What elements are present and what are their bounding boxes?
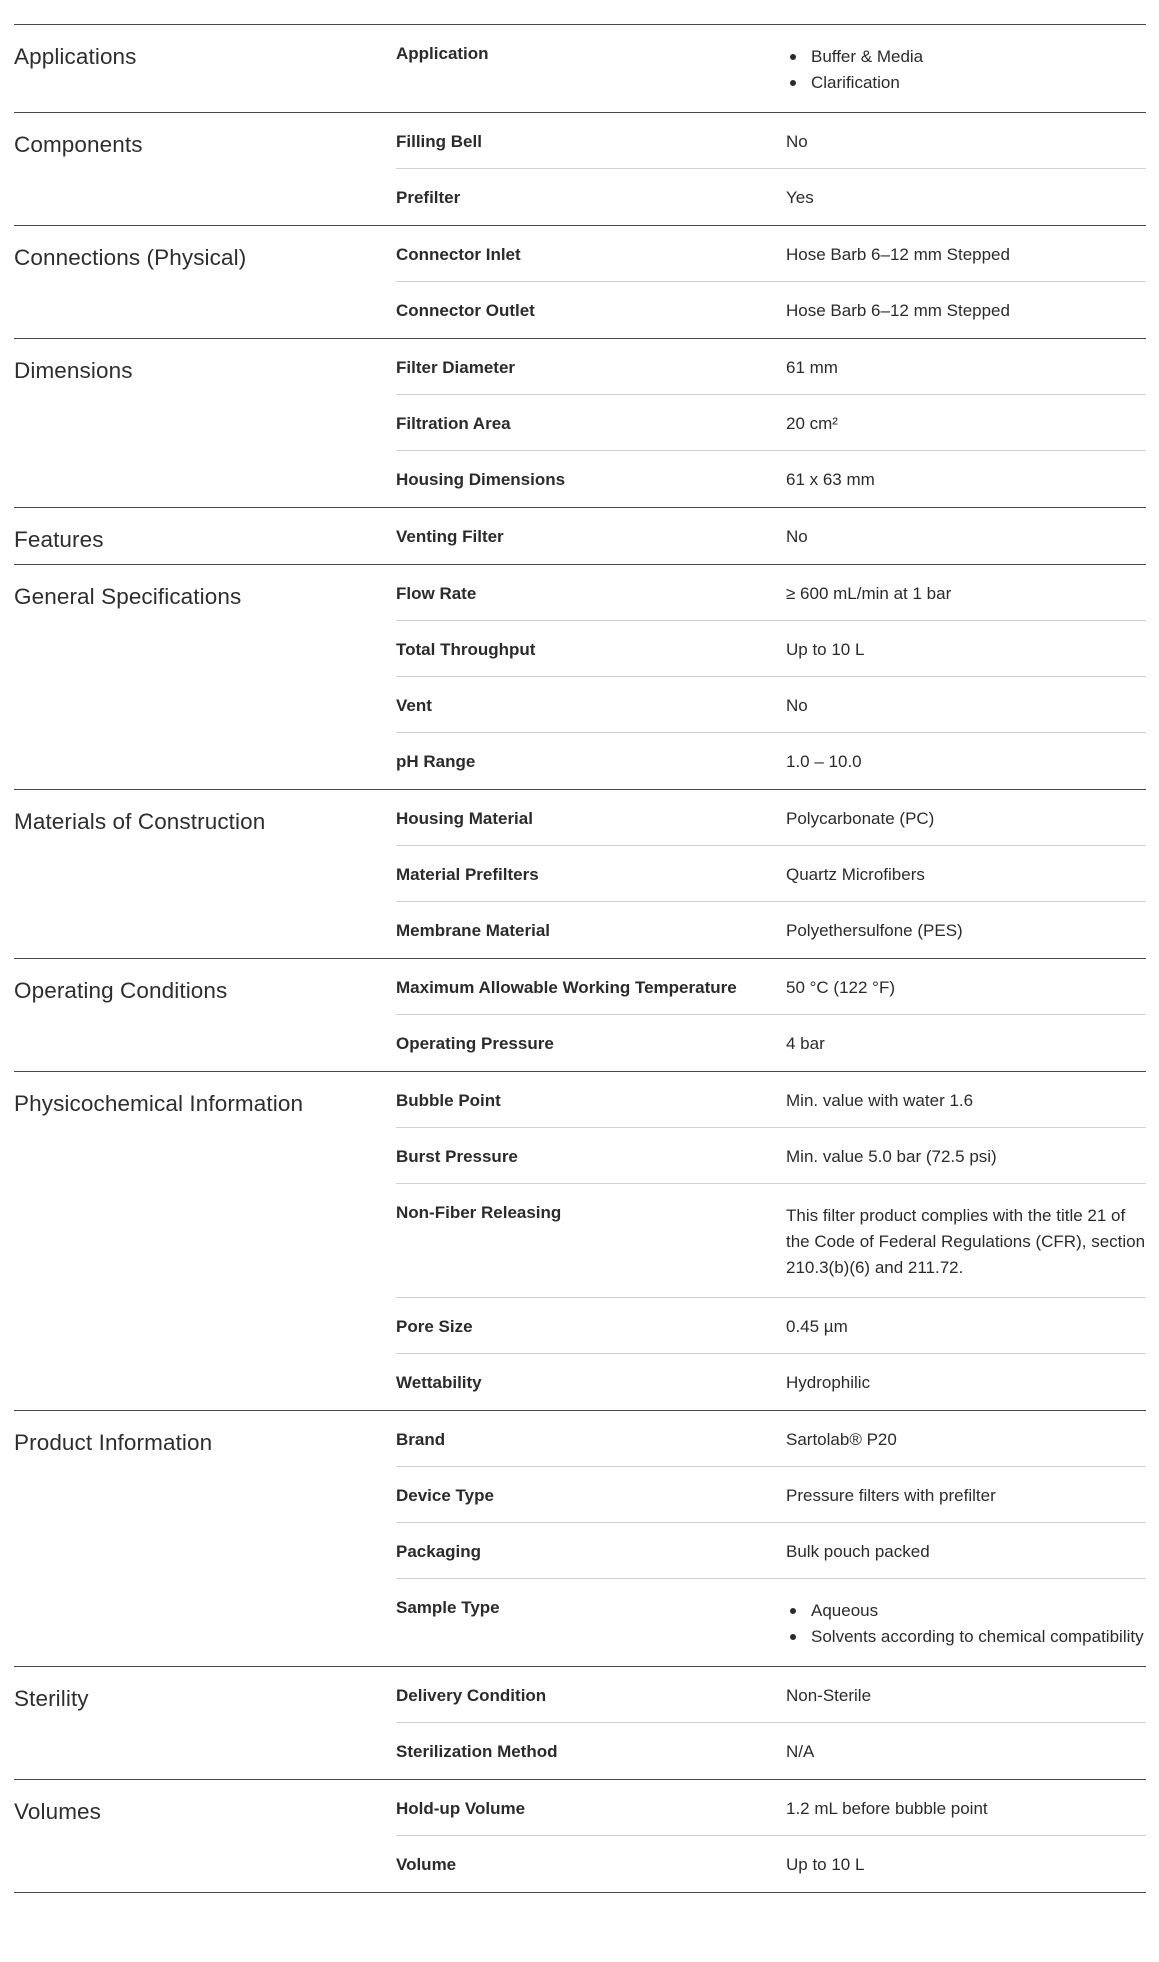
spec-value: Polyethersulfone (PES)	[786, 921, 963, 940]
spec-value: Min. value with water 1.6	[786, 1091, 974, 1110]
spec-label: Material Prefilters	[396, 865, 539, 884]
spec-label: pH Range	[396, 752, 476, 771]
spec-row	[396, 677, 1146, 733]
spec-section	[14, 1411, 1146, 1667]
spec-row	[396, 1411, 1146, 1467]
spec-label: Housing Material	[396, 809, 533, 828]
spec-value: 1.2 mL before bubble point	[786, 1799, 988, 1818]
section-title: Sterility	[14, 1686, 89, 1711]
spec-row	[396, 1354, 1146, 1410]
bullet-item: Buffer & Media	[786, 44, 1146, 70]
spec-value: Pressure filters with prefilter	[786, 1486, 996, 1505]
spec-row	[396, 339, 1146, 395]
spec-row	[396, 1298, 1146, 1354]
section-title: Operating Conditions	[14, 978, 228, 1003]
spec-row	[396, 565, 1146, 621]
spec-row	[396, 25, 1146, 112]
section-title: Connections (Physical)	[14, 245, 247, 270]
spec-section	[14, 790, 1146, 959]
spec-value	[786, 1579, 1146, 1666]
spec-section	[14, 565, 1146, 790]
spec-row	[396, 508, 1146, 564]
spec-row	[396, 395, 1146, 451]
spec-label: Filling Bell	[396, 132, 482, 151]
spec-label: Sample Type	[396, 1598, 500, 1617]
specifications-table	[14, 24, 1146, 1893]
section-title: Product Information	[14, 1430, 213, 1455]
spec-label: Device Type	[396, 1486, 494, 1505]
spec-value: Quartz Microfibers	[786, 865, 925, 884]
bullet-list	[786, 44, 1146, 96]
spec-value: ≥ 600 mL/min at 1 bar	[786, 584, 952, 603]
bullet-item: Solvents according to chemical compatibility	[786, 1624, 1146, 1650]
spec-section	[14, 339, 1146, 508]
spec-value: Yes	[786, 188, 814, 207]
spec-value: 20 cm²	[786, 414, 838, 433]
section-rows	[396, 339, 1146, 507]
spec-label: Bubble Point	[396, 1091, 501, 1110]
spec-label: Hold-up Volume	[396, 1799, 526, 1818]
spec-section	[14, 959, 1146, 1072]
spec-label: Prefilter	[396, 188, 461, 207]
section-rows	[396, 113, 1146, 225]
spec-label: Volume	[396, 1855, 457, 1874]
spec-value: Non-Sterile	[786, 1686, 872, 1705]
spec-section	[14, 1667, 1146, 1780]
spec-value: Bulk pouch packed	[786, 1542, 930, 1561]
spec-value: This filter product complies with the title 21 of the Code of Federal Regulations (CFR), section 210.3(b)(6) and 211.72.	[786, 1206, 1146, 1277]
section-rows	[396, 1667, 1146, 1779]
spec-label: Vent	[396, 696, 432, 715]
spec-value: 61 mm	[786, 358, 838, 377]
section-title: Features	[14, 527, 104, 552]
spec-section	[14, 113, 1146, 226]
spec-value: Hose Barb 6–12 mm Stepped	[786, 301, 1010, 320]
section-rows	[396, 1411, 1146, 1666]
section-title: Applications	[14, 44, 137, 69]
spec-label: Filtration Area	[396, 414, 511, 433]
section-rows	[396, 25, 1146, 112]
section-rows	[396, 226, 1146, 338]
spec-label: Brand	[396, 1430, 446, 1449]
spec-label: Non-Fiber Releasing	[396, 1203, 562, 1222]
spec-label: Maximum Allowable Working Temperature	[396, 978, 737, 997]
section-title: General Specifications	[14, 584, 242, 609]
spec-section	[14, 25, 1146, 113]
spec-value: 0.45 µm	[786, 1317, 848, 1336]
spec-value: Sartolab® P20	[786, 1430, 897, 1449]
spec-row	[396, 113, 1146, 169]
spec-row	[396, 1667, 1146, 1723]
section-title: Dimensions	[14, 358, 133, 383]
spec-value: No	[786, 696, 808, 715]
spec-value: 4 bar	[786, 1034, 825, 1053]
spec-section	[14, 226, 1146, 339]
spec-value: Polycarbonate (PC)	[786, 809, 935, 828]
spec-row	[396, 846, 1146, 902]
spec-value: N/A	[786, 1742, 815, 1761]
section-rows	[396, 1780, 1146, 1892]
bullet-list	[786, 1598, 1146, 1650]
spec-label: Sterilization Method	[396, 1742, 558, 1761]
spec-label: Housing Dimensions	[396, 470, 566, 489]
spec-label: Membrane Material	[396, 921, 550, 940]
section-rows	[396, 790, 1146, 958]
spec-label: Application	[396, 44, 489, 63]
bullet-item: Clarification	[786, 70, 1146, 96]
spec-row	[396, 959, 1146, 1015]
spec-label: Delivery Condition	[396, 1686, 547, 1705]
spec-row	[396, 1072, 1146, 1128]
section-rows	[396, 565, 1146, 789]
spec-row	[396, 1015, 1146, 1071]
section-rows	[396, 508, 1146, 564]
spec-value: 50 °C (122 °F)	[786, 978, 896, 997]
section-title: Volumes	[14, 1799, 101, 1824]
spec-label: Packaging	[396, 1542, 482, 1561]
spec-value: Min. value 5.0 bar (72.5 psi)	[786, 1147, 997, 1166]
spec-row	[396, 169, 1146, 225]
section-title: Physicochemical Information	[14, 1091, 304, 1116]
spec-row	[396, 902, 1146, 958]
spec-row	[396, 621, 1146, 677]
spec-label: Pore Size	[396, 1317, 473, 1336]
spec-value: Hose Barb 6–12 mm Stepped	[786, 245, 1010, 264]
spec-value: Up to 10 L	[786, 1855, 865, 1874]
spec-label: Filter Diameter	[396, 358, 516, 377]
spec-row	[396, 733, 1146, 789]
spec-label: Flow Rate	[396, 584, 477, 603]
section-title: Materials of Construction	[14, 809, 266, 834]
spec-label: Total Throughput	[396, 640, 536, 659]
spec-label: Operating Pressure	[396, 1034, 554, 1053]
spec-row	[396, 1780, 1146, 1836]
spec-value: No	[786, 132, 808, 151]
spec-row	[396, 282, 1146, 338]
spec-section	[14, 508, 1146, 565]
spec-row	[396, 790, 1146, 846]
spec-row	[396, 1184, 1146, 1298]
spec-section	[14, 1072, 1146, 1411]
spec-label: Burst Pressure	[396, 1147, 518, 1166]
spec-row	[396, 1836, 1146, 1892]
section-rows	[396, 1072, 1146, 1410]
spec-row	[396, 1128, 1146, 1184]
spec-row	[396, 1467, 1146, 1523]
spec-value: Hydrophilic	[786, 1373, 871, 1392]
bullet-item: Aqueous	[786, 1598, 1146, 1624]
spec-label: Connector Inlet	[396, 245, 521, 264]
spec-row	[396, 226, 1146, 282]
spec-row	[396, 1523, 1146, 1579]
section-title: Components	[14, 132, 143, 157]
spec-label: Connector Outlet	[396, 301, 535, 320]
spec-value: 61 x 63 mm	[786, 470, 875, 489]
spec-value: 1.0 – 10.0	[786, 752, 862, 771]
spec-label: Wettability	[396, 1373, 482, 1392]
spec-value	[786, 25, 1146, 112]
spec-section	[14, 1780, 1146, 1893]
spec-value: No	[786, 527, 808, 546]
spec-row	[396, 451, 1146, 507]
spec-row	[396, 1723, 1146, 1779]
spec-value: Up to 10 L	[786, 640, 865, 659]
spec-row	[396, 1579, 1146, 1666]
section-rows	[396, 959, 1146, 1071]
spec-label: Venting Filter	[396, 527, 504, 546]
